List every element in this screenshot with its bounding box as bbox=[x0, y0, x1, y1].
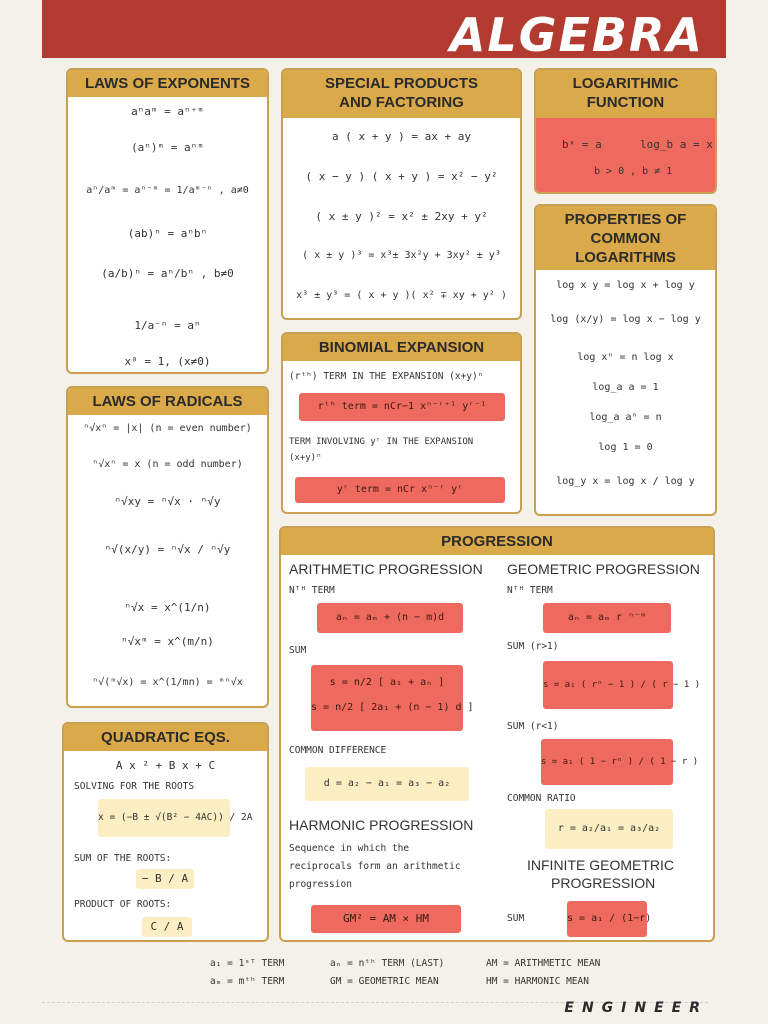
infinite-sum-label: SUM bbox=[507, 913, 525, 924]
header-banner bbox=[42, 0, 726, 62]
formula: ( x − y ) ( x + y ) = x² − y² bbox=[305, 170, 498, 183]
formula: aⁿ/aᵐ = aⁿ⁻ᵐ = 1/aᵐ⁻ⁿ , a≠0 bbox=[86, 185, 249, 196]
panel-title: SPECIAL PRODUCTS AND FACTORING bbox=[283, 70, 520, 118]
geom-sum-lt-formula: s = a₁ ( 1 − rⁿ ) / ( 1 − r ) bbox=[541, 739, 673, 785]
legend-a1: a₁ = 1ˢᵀ TERM bbox=[210, 958, 285, 969]
arith-diff-formula: d = a₂ − a₁ = a₃ − a₂ bbox=[305, 767, 469, 801]
legend-hm: HM = HARMONIC MEAN bbox=[486, 976, 589, 987]
harmonic-desc-2: reciprocals form an arithmetic bbox=[289, 861, 461, 872]
panel-log-properties bbox=[534, 204, 717, 516]
panel-logarithmic-function bbox=[534, 68, 717, 194]
arith-sum-label: SUM bbox=[289, 645, 307, 656]
formula: log (x/y) = log x − log y bbox=[550, 314, 701, 325]
formula: log_a aⁿ = n bbox=[589, 412, 662, 423]
footer-brand: ENGINEER bbox=[564, 1000, 708, 1016]
formula: ⁿ√xᵐ = x^(m/n) bbox=[121, 635, 214, 648]
formula: x⁰ = 1, (x≠0) bbox=[124, 355, 211, 368]
formula: log_y x = log x / log y bbox=[556, 476, 695, 487]
binomial-line-2: TERM INVOLVING yʳ IN THE EXPANSION bbox=[289, 437, 474, 447]
panel-title: LAWS OF EXPONENTS bbox=[68, 70, 267, 97]
binomial-rth-term-box: rᵗʰ term = nCr−1 xⁿ⁻ʳ⁺¹ yʳ⁻¹ bbox=[299, 393, 505, 421]
formula: ⁿ√x = x^(1/n) bbox=[124, 601, 211, 614]
formula: 1/a⁻ⁿ = aⁿ bbox=[134, 319, 201, 332]
arith-nth-label: Nᵀᴴ TERM bbox=[289, 585, 335, 596]
panel-progression bbox=[279, 526, 715, 942]
formula: log_a a = 1 bbox=[592, 382, 659, 393]
quadratic-roots-formula: x = (−B ± √(B² − 4AC)) / 2A bbox=[98, 799, 230, 837]
arith-diff-label: COMMON DIFFERENCE bbox=[289, 745, 387, 756]
arith-sum-formula-2: s = n/2 [ 2a₁ + (n − 1) d ] bbox=[311, 702, 474, 713]
harmonic-desc-1: Sequence in which the bbox=[289, 843, 410, 854]
sum-roots-value: − B / A bbox=[136, 869, 194, 889]
formula: ( x ± y )³ = x³± 3x²y + 3xy² ± y³ bbox=[302, 250, 501, 261]
infinite-sum-formula: s = a₁ / (1−r) bbox=[567, 901, 647, 937]
log-condition: b > 0 , b ≠ 1 bbox=[594, 166, 673, 177]
infinite-title-2: PROGRESSION bbox=[551, 875, 656, 891]
geom-nth-label: Nᵀᴴ TERM bbox=[507, 585, 553, 596]
formula: log x y = log x + log y bbox=[556, 280, 695, 291]
panel-title: BINOMIAL EXPANSION bbox=[283, 334, 520, 361]
formula: ⁿ√xⁿ = |x| (n = even number) bbox=[83, 423, 252, 434]
panel-title: PROGRESSION bbox=[281, 528, 713, 555]
panel-binomial-expansion bbox=[281, 332, 522, 514]
formula: (aⁿ)ᵐ = aⁿᵐ bbox=[131, 141, 204, 154]
product-roots-value: C / A bbox=[142, 917, 192, 937]
geom-sum-lt-label: SUM (r<1) bbox=[507, 721, 559, 732]
product-roots-label: PRODUCT OF ROOTS: bbox=[74, 899, 172, 910]
formula: log 1 = 0 bbox=[598, 442, 653, 453]
formula: x³ ± y³ = ( x + y )( x² ∓ xy + y² ) bbox=[296, 290, 507, 301]
formula: (a/b)ⁿ = aⁿ/bⁿ , b≠0 bbox=[101, 267, 234, 280]
panel-title: PROPERTIES OF COMMON LOGARITHMS bbox=[536, 206, 715, 270]
formula: (ab)ⁿ = aⁿbⁿ bbox=[127, 227, 208, 240]
panel-special-products bbox=[281, 68, 522, 320]
legend-an: aₙ = nᵗʰ TERM (LAST) bbox=[330, 958, 445, 969]
log-exp-form: bˣ = a bbox=[562, 138, 602, 151]
panel-quadratic-equations bbox=[62, 722, 269, 942]
formula: ⁿ√(x/y) = ⁿ√x / ⁿ√y bbox=[104, 543, 231, 556]
panel-laws-of-exponents bbox=[66, 68, 269, 374]
harmonic-formula: GM² = AM × HM bbox=[311, 905, 461, 933]
quadratic-equation: A x ² + B x + C bbox=[115, 759, 216, 772]
geom-nth-formula: aₙ = aₘ r ⁿ⁻ᵐ bbox=[543, 603, 671, 633]
harmonic-title: HARMONIC PROGRESSION bbox=[289, 817, 474, 833]
binomial-line-2b: (x+y)ⁿ bbox=[289, 453, 322, 463]
page-title: ALGEBRA bbox=[449, 8, 704, 62]
formula: ( x ± y )² = x² ± 2xy + y² bbox=[315, 210, 488, 223]
geometric-title: GEOMETRIC PROGRESSION bbox=[507, 561, 700, 577]
formula: ⁿ√(ᵐ√x) = x^(1/mn) = ᵐⁿ√x bbox=[92, 677, 243, 688]
panel-title: LOGARITHMIC FUNCTION bbox=[536, 70, 715, 118]
formula: aⁿaᵐ = aⁿ⁺ᵐ bbox=[131, 105, 204, 118]
log-form: log_b a = x bbox=[640, 138, 713, 151]
formula: ⁿ√xy = ⁿ√x · ⁿ√y bbox=[114, 495, 221, 508]
panel-title: QUADRATIC EQS. bbox=[64, 724, 267, 751]
solving-label: SOLVING FOR THE ROOTS bbox=[74, 781, 195, 792]
panel-title: LAWS OF RADICALS bbox=[68, 388, 267, 415]
arith-sum-box bbox=[311, 665, 474, 731]
arithmetic-title: ARITHMETIC PROGRESSION bbox=[289, 561, 483, 577]
legend-amean: AM = ARITHMETIC MEAN bbox=[486, 958, 601, 969]
formula: ⁿ√xⁿ = x (n = odd number) bbox=[92, 459, 243, 470]
harmonic-desc-3: progression bbox=[289, 879, 352, 890]
geom-sum-gt-formula: s = a₁ ( rⁿ − 1 ) / ( r − 1 ) bbox=[543, 661, 673, 709]
infinite-title-1: INFINITE GEOMETRIC bbox=[527, 857, 674, 873]
panel-laws-of-radicals bbox=[66, 386, 269, 708]
sum-roots-label: SUM OF THE ROOTS: bbox=[74, 853, 172, 864]
legend-gm: GM = GEOMETRIC MEAN bbox=[330, 976, 439, 987]
binomial-yr-term-box: yʳ term = nCr xⁿ⁻ʳ yʳ bbox=[295, 477, 505, 503]
arith-sum-formula-1: s = n/2 [ a₁ + aₙ ] bbox=[329, 677, 445, 688]
geom-ratio-label: COMMON RATIO bbox=[507, 793, 576, 804]
arith-nth-formula: aₙ = aₘ + (n − m)d bbox=[317, 603, 463, 633]
formula: log xⁿ = n log x bbox=[577, 352, 674, 363]
binomial-line-1: (rᵗʰ) TERM IN THE EXPANSION (x+y)ⁿ bbox=[289, 371, 484, 382]
geom-ratio-formula: r = a₂/a₁ = a₃/a₂ bbox=[545, 809, 673, 849]
legend-am: aₘ = mᵗʰ TERM bbox=[210, 976, 285, 987]
formula: a ( x + y ) = ax + ay bbox=[331, 130, 472, 143]
geom-sum-gt-label: SUM (r>1) bbox=[507, 641, 559, 652]
